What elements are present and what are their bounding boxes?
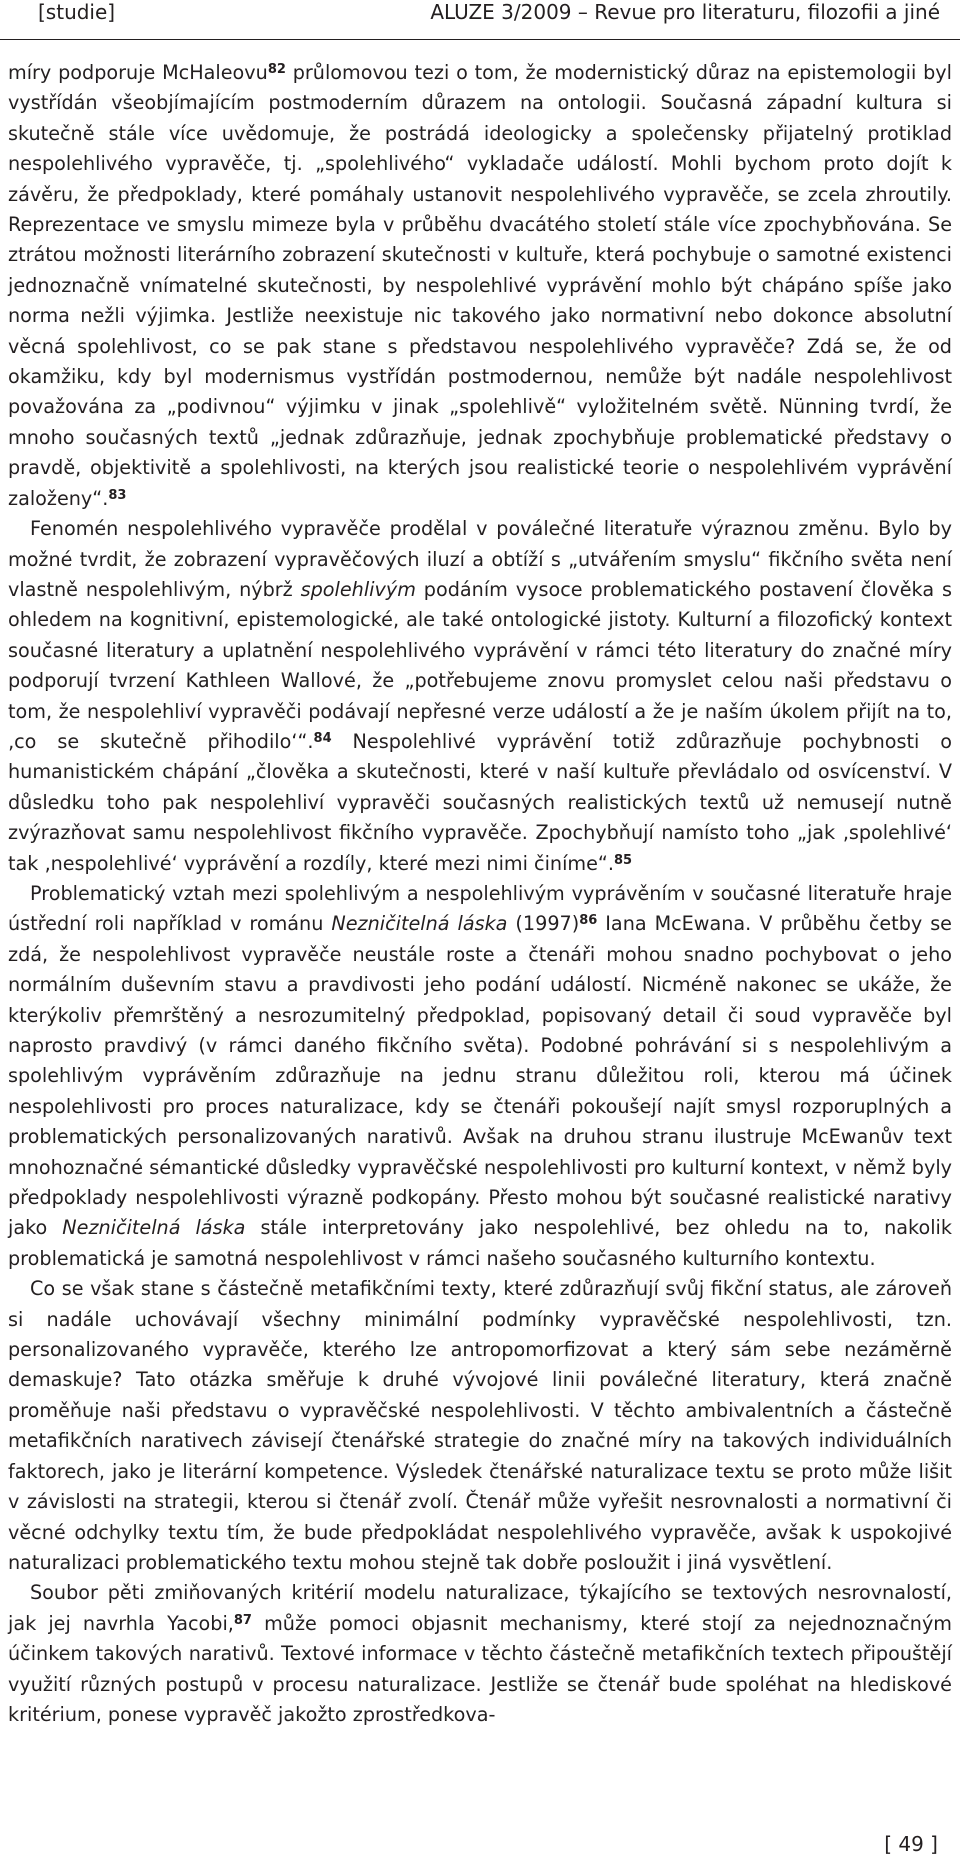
italic-title: Nezničitelná láska — [331, 912, 508, 936]
footnote-ref: 85 — [613, 852, 633, 868]
article-body — [8, 58, 952, 1730]
paragraph — [8, 1578, 952, 1730]
journal-title: ALUZE 3/2009 – Revue pro literaturu, filozofii a jiné — [430, 0, 940, 24]
text-run: Iana McEwana. V průběhu četby se zdá, že nespolehlivost vypravěče neustále roste a čtenáři mohou snadno pochybovat o jeho normálním duševním stavu a pravdivosti jeho podání událostí. Nicméně nakonec se ukáže, že kterýkoliv přemrštěný a nesrozumitelný předpoklad, popisovaný detail či soud vypravěče byl naprosto pravdivý (v rámci daného fikčního světa). Podobné pohrávání si s nespolehlivým a spolehlivým vyprávěním zdůrazňuje na jednu stranu důležitou roli, kterou má účinek nespolehlivosti pro proces naturalizace, kdy se čtenáři pokoušejí najít smysl rozporuplných a problematických personalizovaných narativů. Avšak na druhou stranu ilustruje McEwanův text mnohoznačné sémantické důsledky vypravěčské nespolehlivosti pro kulturní kontext, v němž byly předpoklady nespolehlivosti výrazně podkopány. Přesto mohou být současné realistické narativy jako — [8, 912, 952, 1240]
footnote-ref: 86 — [579, 913, 598, 929]
italic-title: spolehlivým — [300, 577, 416, 601]
text-run: míry podporuje McHaleovu — [8, 61, 268, 84]
text-run: (1997) — [507, 912, 580, 936]
text-run: Soubor pěti zmiňovaných kritérií modelu naturalizace, týkajícího se textových nesrovnalostí, jak jej navrhla Yacobi, — [8, 1581, 952, 1635]
paragraph — [8, 514, 952, 879]
text-run: průlomovou tezi o tom, že modernistický důraz na epistemologii byl vystřídán všeobjímajícím postmoderním důrazem na ontologii. Současná západní kultura si skutečně stále více uvědomuje, že postrádá ideologicky a společensky přijatelný protiklad nespolehlivého vypravěče, tj. „spolehlivého“ vykladače událostí. Mohli bychom proto dojít k závěru, že předpoklady, které pomáhaly ustanovit nespolehlivého vypravěče, se zcela zhroutily. Reprezentace ve smyslu mimeze byla v průběhu dvacátého století stále více zpochybňována. Se ztrátou možnosti literárního zobrazení skutečnosti v kultuře, která pochybuje o samotné existenci jednoznačně vnímatelné skutečnosti, by nespolehlivé vyprávění mohlo být chápáno spíše jako norma nežli výjimka. Jestliže neexistuje nic takového jako normativní nebo dokonce absolutní věcná spolehlivost, co se pak stane s představou nespolehlivého vypravěče? Zdá se, že od okamžiku, kdy byl modernismus vystřídán postmodernou, nemůže být nadále nespolehlivost považována za „podivnou“ výjimku v jinak „spolehlivě“ vyložitelném světě. Nünning tvrdí, že mnoho současných textů „jednak zdůrazňuje, jednak zpochybňuje problematické představy o pravdě, objektivitě a spolehlivosti, na kterých jsou realistické teorie o nespolehlivém vyprávění založeny“. — [8, 61, 952, 510]
paragraph — [8, 58, 952, 514]
footnote-ref: 82 — [267, 62, 286, 77]
running-header — [0, 0, 960, 40]
section-label: [studie] — [38, 0, 116, 24]
footnote-ref: 84 — [313, 730, 332, 746]
text-run: Problematický vztah mezi spolehlivým a nespolehlivým vyprávěním v současné literatuře hraje ústřední roli například v románu — [8, 881, 952, 936]
text-run: může pomoci objasnit mechanismy, které stojí za nejednoznačným účinkem takových narativů. Textové informace v těchto částečně metafikčních textech připouštějí využití různých postupů v procesu naturalizace. Jestliže se čtenář bude spoléhat na hlediskové kritérium, ponese vypravěč jakožto zprostředkova- — [8, 1611, 952, 1726]
text-run: Nespolehlivé vyprávění totiž zdůrazňuje pochybnosti o humanistickém chápání „člověka a skutečnosti, které v naší kultuře převládalo od osvícenství. V důsledku toho pak nespolehliví vypravěči současných realistických textů už nemusejí nutně zvýrazňovat samu nespolehlivost fikčního vypravěče. Zpochybňují namísto toho „jak ‚spolehlivé‘ tak ‚nespolehlivé‘ vyprávění a rozdíly, které mezi nimi činíme“. — [8, 729, 953, 875]
italic-title: Nezničitelná láska — [62, 1216, 246, 1240]
text-run: podáním vysoce problematického postavení člověka s ohledem na kognitivní, epistemologické, ale také ontologické jistoty. Kulturní a filozofický kontext současné literatury a uplatnění nespolehlivého vyprávění v rámci této literatury do značné míry podporují tvrzení Kathleen Wallové, že „potřebujeme znovu promyslet celou naši představu o tom, že nespolehliví vypravěči podávají nepřesné verze událostí a že je naším úkolem přijít na to, ‚co se skutečně přihodilo‘“. — [8, 577, 952, 753]
paragraph — [8, 879, 952, 1274]
text-run: stále interpretovány jako nespolehlivé, bez ohledu na to, nakolik problematická je samotná nespolehlivost v rámci našeho současného kulturního kontextu. — [8, 1216, 952, 1270]
page-number: [ 49 ] — [884, 1832, 938, 1856]
paragraph — [8, 1274, 952, 1578]
footnote-ref: 83 — [108, 487, 127, 503]
text-run: Fenomén nespolehlivého vypravěče prodělal v poválečné literatuře výraznou změnu. Bylo by možné tvrdit, že zobrazení vypravěčových iluzí a obtíží s „utvářením smyslu“ fikčního světa není vlastně nespolehlivým, nýbrž — [8, 517, 952, 601]
text-run: Co se však stane s částečně metafikčními texty, které zdůrazňují svůj fikční status, ale zároveň si nadále uchovávají všechny minimální podmínky vypravěčské nespolehlivosti, tzn. personalizovaného vypravěče, kterého lze antropomorfizovat a který sám sebe nezáměrně demaskuje? Tato otázka směřuje k druhé vývojové linii poválečné literatury, která značně proměňuje naši představu o vypravěčské nespolehlivosti. V těchto ambivalentních a částečně metafikčních narativech závisejí čtenářské strategie do značné míry na takových individuálních faktorech, jako je literární kompetence. Výsledek čtenářské naturalizace textu se proto může lišit v závislosti na strategii, kterou si čtenář zvolí. Čtenář může vyřešit nesrovnalosti a normativní či věcné odchylky textu tím, že bude předpokládat nespolehlivého vypravěče, avšak k uspokojivé naturalizaci problematického textu mohou stejně tak dobře posloužit i jiná vysvětlení. — [8, 1277, 952, 1574]
footnote-ref: 87 — [233, 1612, 252, 1628]
